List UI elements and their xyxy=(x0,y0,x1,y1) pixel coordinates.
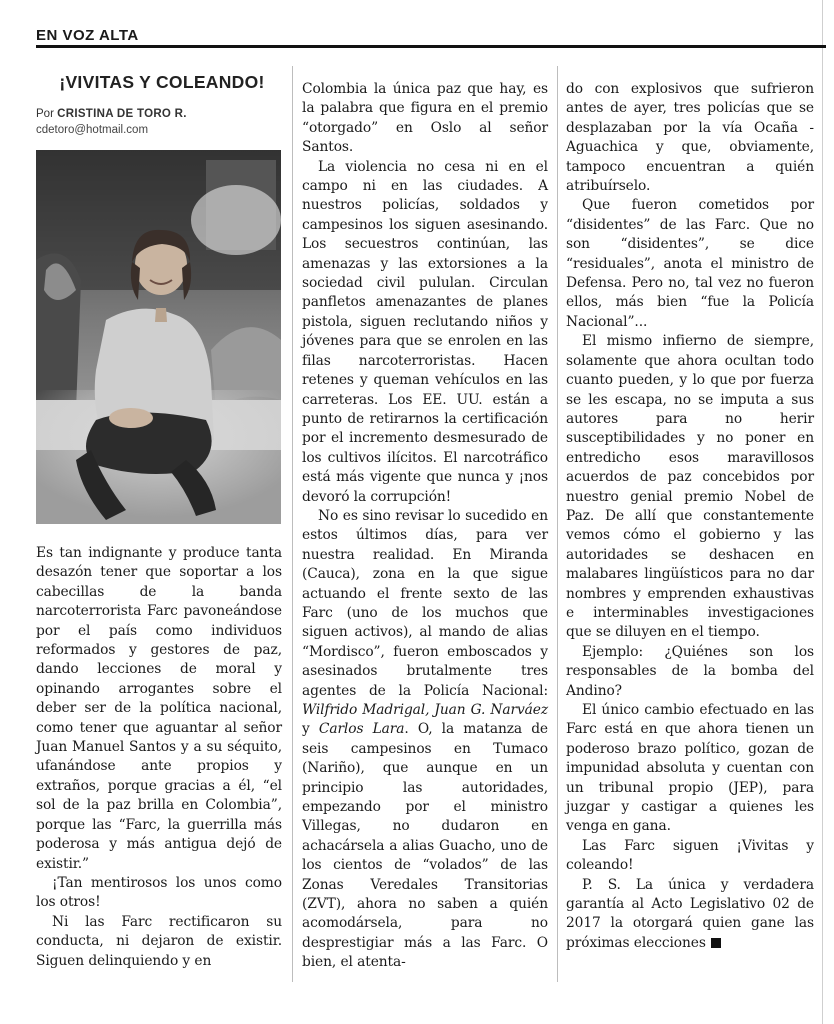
column-divider-1 xyxy=(292,66,293,982)
paragraph: Ejemplo: ¿Quiénes son los responsables de la bomba del Andino? xyxy=(566,643,814,699)
end-mark-icon xyxy=(711,938,721,948)
paragraph: El único cambio efectuado en las Farc está en que ahora tienen un poderoso brazo político, gozan de impunidad absoluta y cuentan con un tribunal propio (JEP), para juzgar y castigar a quienes les venga en gana. xyxy=(566,702,814,835)
paragraph: Ni las Farc rectificaron su conducta, ni dejaron de existir. Siguen delinquiendo y en xyxy=(36,913,282,969)
victim-name-last: Carlos Lara xyxy=(318,721,405,738)
column-3 xyxy=(566,80,814,953)
conjunction: y xyxy=(302,721,310,738)
paragraph: Que fueron cometidos por “disidentes” de las Farc. Que no son “disidentes”, se dice “residuales”, anota el ministro de Defensa. Pero no, tal vez no fueron ellos, más bien “fue la Policía Nacional”... xyxy=(566,197,814,330)
paragraph-text: No es sino revisar lo sucedido en estos últimos días, para ver nuestra realidad. En Miranda (Cauca), zona en la que sigue actuando el frente sexto de las Farc (uno de los muchos que siguen activos), al mando de alias “Mordisco”, fueron emboscados y asesinados brutalmente tres agentes de la Policía Nacional: xyxy=(302,507,548,699)
byline-prefix: Por xyxy=(36,108,54,120)
paragraph: Colombia la única paz que hay, es la palabra que figura en el premio “otorgado” en Oslo al señor Santos. xyxy=(302,81,548,156)
paragraph: El mismo infierno de siempre, solamente que ahora ocultan todo cuanto pueden, y lo que por fuerza se les escapa, no se imputa a sus autores para no herir susceptibilidades y no poner en entredicho esos maravillosos acuerdos de paz concebidos por nuestro genial premio Nobel de Paz. De allí que constantemente vemos cómo el gobierno y las autoridades se deshacen en malabares lingüísticos para no dar nombres y emprenden exhaustivas e interminables investigaciones que se diluyen en el tiempo. xyxy=(566,333,814,641)
postscript xyxy=(566,876,814,954)
column-divider-2 xyxy=(557,66,558,982)
paragraph: Es tan indignante y produce tanta desazón tener que soportar a los cabecillas de la banda narcoterrorista Farc pavoneándose por el país como individuos reformados y gestores de paz, dando lecciones de moral y opinando arrogantes sobre el deber ser de la política nacional, como tener que aguantar al señor Juan Manuel Santos y a su séquito, ufanándose ante propios y extraños, porque gracias a él, “el sol de la paz brilla en Colombia”, porque las “Farc, la guerrilla más poderosa y más antigua dejó de existir.” xyxy=(36,545,282,872)
column-2 xyxy=(302,80,548,973)
paragraph: Las Farc siguen ¡Vivitas y coleando! xyxy=(566,837,814,874)
section-header: EN VOZ ALTA xyxy=(36,24,826,48)
author-email: cdetoro@hotmail.com xyxy=(36,124,149,136)
victim-names: Wilfrido Madrigal, Juan G. Narváez xyxy=(302,702,548,718)
paragraph: La violencia no cesa ni en el campo ni en las ciudades. A nuestros policías, soldados y campesinos los siguen asesinando. Los secuestros continúan, las amenazas y las extorsiones a la sociedad civil pululan. Circulan panfletos amenazantes de planes pistola, siguen reclutando niños y jóvenes para que se enrolen en las filas narcoterroristas. Hacen retenes y queman vehículos en las carreteras. Los EE. UU. están a punto de retirarnos la certificación por el incremento desmesurado de los cultivos ilícitos. El narcotráfico está más vigente que nunca y ¡nos devoró la corrupción! xyxy=(302,158,548,505)
byline xyxy=(36,108,286,120)
paragraph: ¡Tan mentirosos los unos como los otros! xyxy=(36,874,282,911)
postscript-text: P. S. La única y verdadera garantía al Acto Legislativo 02 de 2017 la otorgará quien gane las próximas elecciones xyxy=(566,876,814,951)
page-edge-rule xyxy=(822,0,823,1024)
paragraph xyxy=(302,507,548,973)
paragraph: do con explosivos que sufrieron antes de ayer, tres policías que se desplazaban por la vía Ocaña - Aguachica y que, obviamente, tampoco encuentran a quién atribuírselo. xyxy=(566,81,814,195)
paragraph-text-cont: . O, la matanza de seis campesinos en Tumaco (Nariño), que aunque en un principio las autoridades, empezando por el ministro Villegas, no dudaron en achacársela a alias Guacho, uno de los cientos de “volados” de las Zonas Veredales Transitorias (ZVT), ahora no saben a quién acomodársela, para no desprestigiar más a las Farc. O bien, el atenta- xyxy=(302,721,548,971)
author-photo xyxy=(36,150,281,524)
article-title: ¡VIVITAS Y COLEANDO! xyxy=(59,72,265,92)
author-name: CRISTINA DE TORO R. xyxy=(57,108,187,120)
column-1 xyxy=(36,544,282,971)
